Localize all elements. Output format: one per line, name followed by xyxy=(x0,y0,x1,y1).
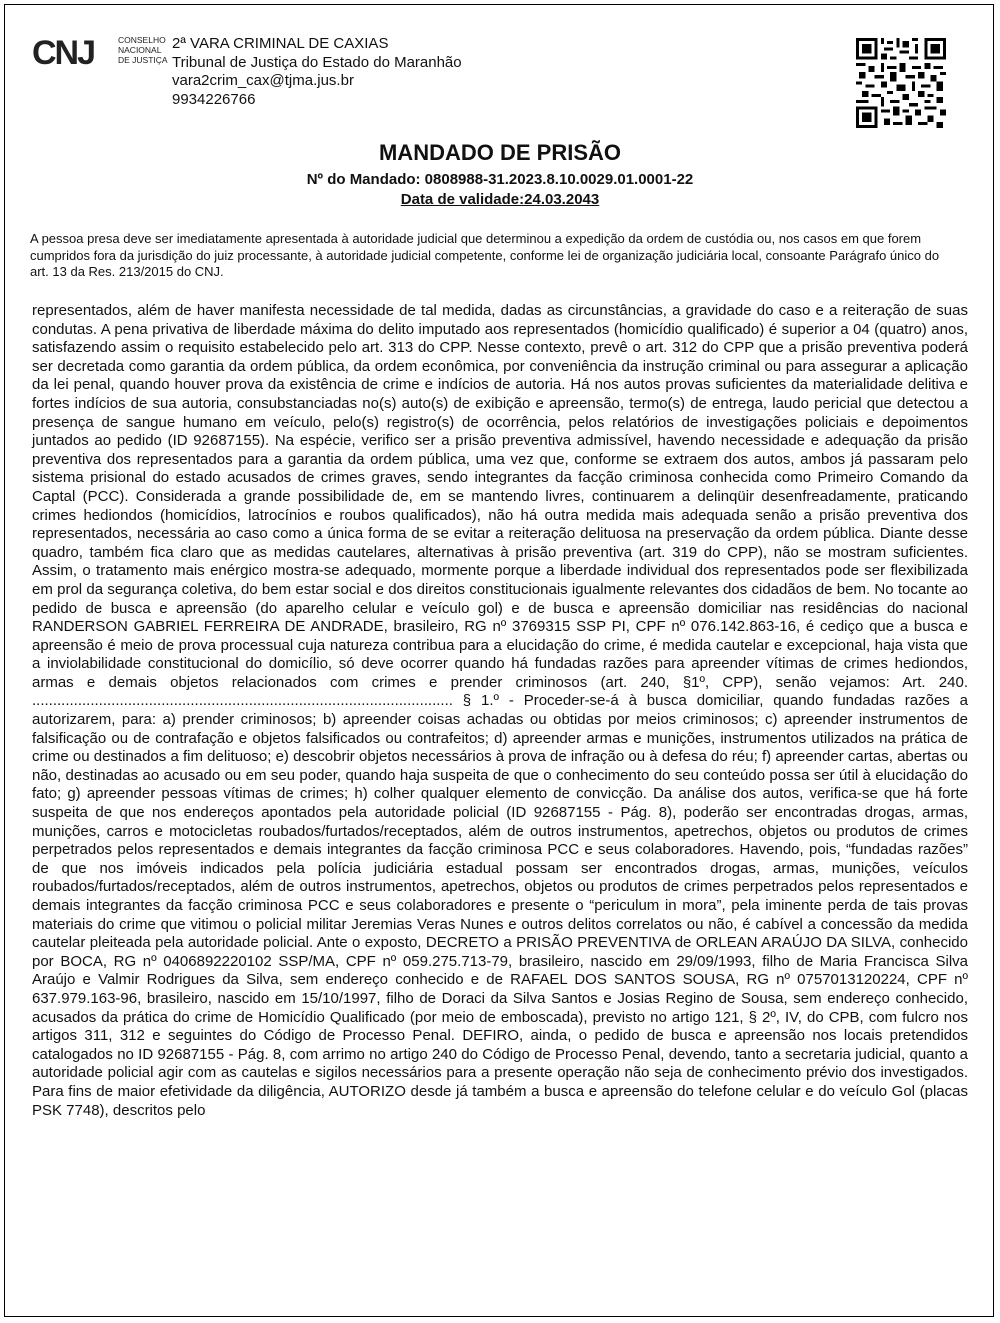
logo-line-2: NACIONAL xyxy=(118,45,162,55)
court-phone: 9934226766 xyxy=(172,90,256,108)
cnj-logo-mark: CNJ xyxy=(32,34,95,72)
logo-line-3: DE JUSTIÇA xyxy=(118,55,168,65)
tribunal-name: Tribunal de Justiça do Estado do Maranhão xyxy=(172,53,462,71)
court-email: vara2crim_cax@tjma.jus.br xyxy=(172,72,354,89)
custody-notice: A pessoa presa deve ser imediatamente apresentada à autoridade judicial que determinou a expedição da ordem de custódia ou, nos casos em que forem cumpridos fora da jurisdição do juiz processante, à autoridade judicial competente, conforme lei de organização judiciária local, consoante Parágrafo único do art. 13 da Res. 213/2015 do CNJ. xyxy=(30,231,940,279)
document-title: MANDADO DE PRISÃO xyxy=(378,140,621,165)
document-body: representados, além de haver manifesta necessidade de tal medida, dadas as circunstâncias, a gravidade do caso e a reiteração de suas condutas. A pena privativa de liberdade máxima do delito imputado aos representados (homicídio qualificado) é superior a 04 (quatro) anos, satisfazendo assim o requisito estabelecido pelo art. 313 do CPP. Nesse contexto, prevê o art. 312 do CPP que a prisão preventiva poderá ser decretada como garantia da ordem pública, da ordem econômica, por conveniência da instrução criminal ou para assegurar a aplicação da lei penal, quando houver prova da existência de crime e indícios de autoria. Há nos autos provas suficientes da materialidade delitiva e fortes indícios de sua autoria, consubstanciadas no(s) auto(s) de exibição e apreensão, termo(s) de entrega, laudo pericial que detectou a presença de sangue humano em veículo, pelo(s) registro(s) de ocorrência, pelos relatórios de investigações policiais e depoimentos juntados ao pedido (ID 92687155). Na espécie, verifico ser a prisão preventiva admissível, havendo necessidade e adequação da prisão preventiva dos representados para a garantia da ordem pública, uma vez que, conforme se extraem dos autos, ambos já passaram pelo sistema prisional do estado acusados de crimes graves, sendo integrantes da facção criminosa conhecida como Primeiro Comando da Captal (PCC). Considerada a grande possibilidade de, em se mantendo livres, continuarem a delinqüir desenfreadamente, praticando crimes hediondos (homicídios, latrocínios e roubos qualificados), não há outra medida mais adequada senão a prisão preventiva dos representados, necessária ao caso como a única forma de se evitar a reiteração delituosa na preservação da ordem pública. Diante desse quadro, também fica claro que as medidas cautelares, alternativas à prisão preventiva (art. 319 do CPP), não se mostram suficientes. Assim, o tratamento mais enérgico mostra-se adequado, mormente porque a liberdade individual dos representados pode ser flexibilizada em prol da segurança coletiva, do bem estar social e dos direitos constitucionais igualmente relevantes dos cidadãos de bem. No tocante ao pedido de busca e apreensão (do aparelho celular e veículo gol) e de busca e apreensão domiciliar nas residências do nacional RANDERSON GABRIEL FERREIRA DE ANDRADE, brasileiro, RG nº 3769315 SSP PI, CPF nº 076.142.863-16, é cediço que a busca e apreensão é meio de prova processual cuja natureza contribua para a elucidação do crime, é medida cautelar e excepcional, haja vista que a inviolabilidade constitucional do domicílio, só deve ocorrer quando há fundadas razões para apreender vítimas de crimes hediondos, armas e demais objetos relacionados com crimes e prender criminosos (art. 240, §1º, CPP), senão vejamos: Art. 240. ..................................................................................................... § 1.º - Proceder-se-á à busca domiciliar, quando fundadas razões a autorizarem, para: a) prender criminosos; b) apreender coisas achadas ou obtidas por meios criminosos; c) apreender instrumentos de falsificação ou de contrafação e objetos falsificados ou contrafeitos; d) apreender armas e munições, instrumentos utilizados na prática de crime ou destinados a fim delituoso; e) descobrir objetos necessários à prova de infração ou à defesa do réu; f) apreender cartas, abertas ou não, destinadas ao acusado ou em seu poder, quando haja suspeita de que o conhecimento do seu conteúdo possa ser útil à elucidação do fato; g) apreender pessoas vítimas de crimes; h) colher qualquer elemento de convicção. Da análise dos autos, verifica-se que há forte suspeita de que nos endereços apontados pela autoridade policial (ID 92687155 - Pág. 8), poderão ser encontradas drogas, armas, munições, carros e motocicletas roubados/furtados/receptados, além de outros instrumentos, apetrechos, objetos ou produtos de crimes perpetrados pelos representados e demais integrantes da facção criminosa PCC e seus colaboradores. Havendo, pois, “fundadas razões” de que nos imóveis indicados pela polícia judiciária estadual possam ser encontrados drogas, armas, munições, veículos roubados/furtados/receptados, além de outros instrumentos, apetrechos, objetos ou produtos de crimes perpetrados pelos representados e demais integrantes da facção criminosa PCC e seus colaboradores e presente o “periculum in mora”, pela iminente perda de tais provas materiais do crime que vitimou o policial militar Jeremias Veras Nunes e outros delitos correlatos ou não, é cabível a concessão da medida cautelar pleiteada pela autoridade policial. Ante o exposto, DECRETO a PRISÃO PREVENTIVA de ORLEAN ARAÚJO DA SILVA, conhecido por BOCA, RG nº 0406892220102 SSP/MA, CPF nº 059.275.713-79, brasileiro, nascido em 29/09/1993, filho de Maria Francisca Silva Araújo e Valmir Rodrigues da Silva, sem endereço conhecido e de RAFAEL DOS SANTOS SOUSA, RG nº 0757013120224, CPF nº 637.979.163-96, brasileiro, nascido em 15/10/1997, filho de Doraci da Silva Santos e Josias Regino de Sousa, sem endereço conhecido, acusados da prática do crime de Homicídio Qualificado (por meio de emboscada), previsto no artigo 121, § 2º, IV, do CPB, com fulcro nos artigos 311, 312 e seguintes do Código de Processo Penal. DEFIRO, ainda, o pedido de busca e apreensão nos locais pretendidos catalogados no ID 92687155 - Pág. 8, com arrimo no artigo 240 do Código de Processo Penal, devendo, tanto a secretaria judicial, quanto a autoridade policial agir com as cautelas e sigilos necessários para a presente operação não seja de conhecimento prévio dos investigados. Para fins de maior efetividade da diligência, AUTORIZO desde já também a busca e apreensão do telefone celular e do veículo Gol (placas PSK 7748), descritos pelo xyxy=(32,302,968,1119)
court-name: 2ª VARA CRIMINAL DE CAXIAS xyxy=(172,35,389,52)
cnj-logo xyxy=(32,33,172,73)
mandado-number: Nº do Mandado: 0808988-31.2023.8.10.0029.01.0001-22 xyxy=(306,171,694,188)
validity-date: Data de validade:24.03.2043 xyxy=(400,191,600,208)
court-info xyxy=(172,35,462,109)
logo-line-1: CONSELHO xyxy=(118,35,166,45)
cnj-logo-text xyxy=(118,35,168,65)
qr-code-icon xyxy=(856,38,946,128)
